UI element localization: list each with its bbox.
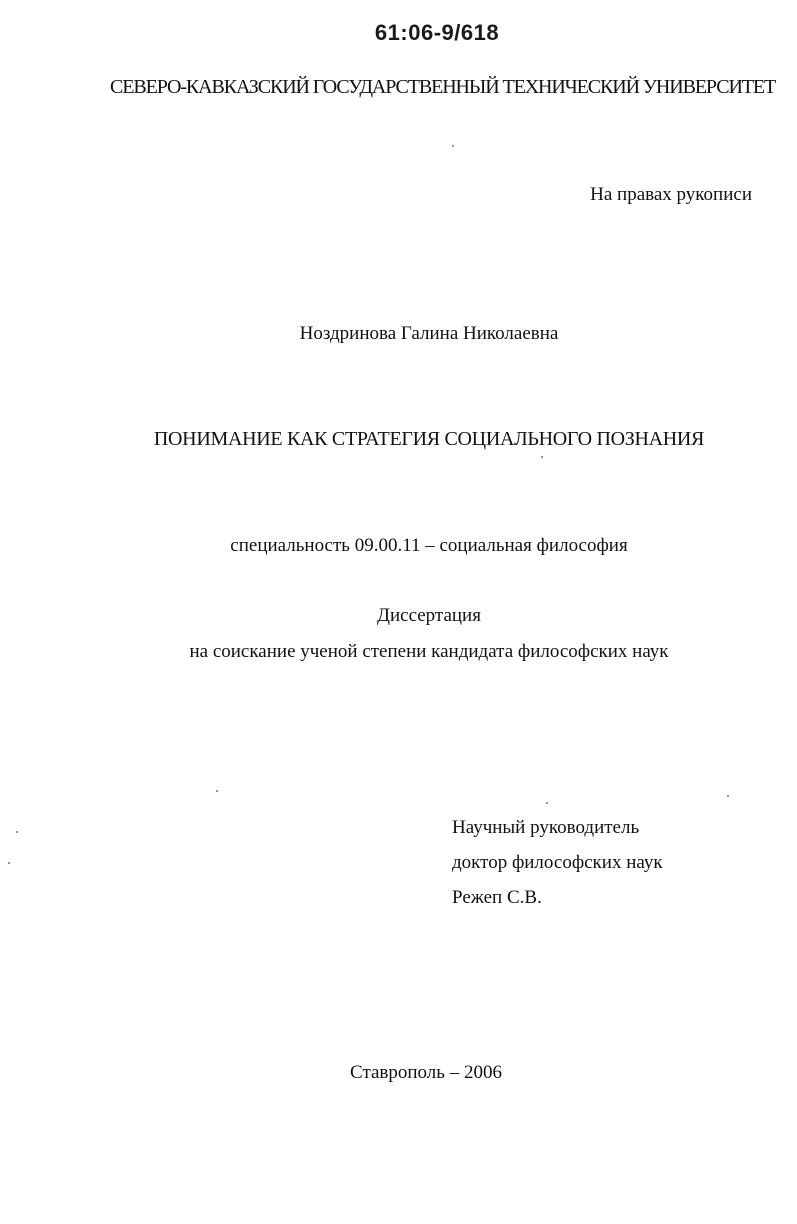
scan-speck (541, 456, 543, 458)
document-type: Диссертация (377, 605, 481, 626)
specialty-line: специальность 09.00.11 – социальная философия (230, 535, 628, 556)
university-name: СЕВЕРО-КАВКАЗСКИЙ ГОСУДАРСТВЕННЫЙ ТЕХНИЧЕСКИЙ УНИВЕРСИТЕТ (110, 76, 776, 98)
library-stamp-code: 61:06-9/618 (374, 20, 500, 45)
scan-speck (727, 795, 729, 797)
author-name: Ноздринова Галина Николаевна (299, 323, 559, 344)
dissertation-title: ПОНИМАНИЕ КАК СТРАТЕГИЯ СОЦИАЛЬНОГО ПОЗНАНИЯ (153, 428, 705, 450)
supervisor-label: Научный руководитель (452, 817, 640, 838)
city-year: Ставрополь – 2006 (350, 1062, 502, 1083)
scan-speck (216, 790, 218, 792)
scan-speck (8, 862, 10, 864)
manuscript-note: На правах рукописи (590, 184, 752, 205)
scan-speck (452, 145, 454, 147)
supervisor-name: Режеп С.В. (452, 887, 542, 908)
degree-line: на соискание ученой степени кандидата философских наук (189, 641, 669, 662)
scan-speck (16, 831, 18, 833)
supervisor-degree: доктор философских наук (452, 852, 663, 873)
scan-speck (546, 802, 548, 804)
